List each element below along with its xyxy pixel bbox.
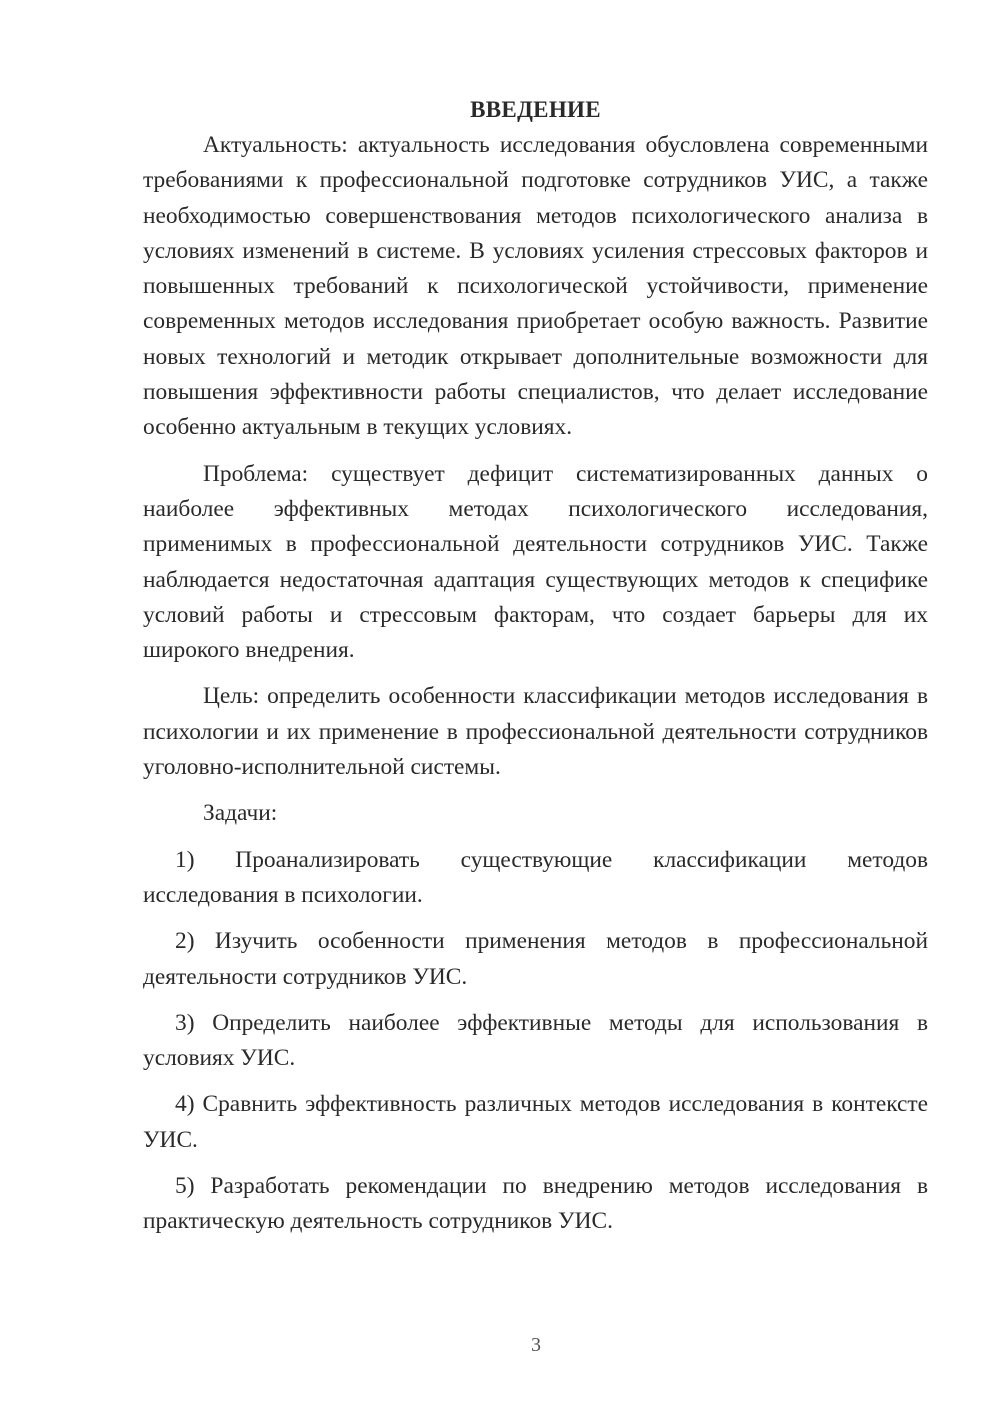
- task-item: 1) Проанализировать существующие классификации методов исследования в психологии.: [143, 846, 928, 908]
- task-item: 4) Сравнить эффективность различных методов исследования в контексте УИС.: [143, 1091, 928, 1153]
- task-item: 5) Разработать рекомендации по внедрению методов исследования в практическую деятельность сотрудников УИС.: [143, 1173, 928, 1235]
- paragraph-relevance: Актуальность: актуальность исследования обусловлена современными требованиями к профессиональной подготовке сотрудников УИС, а также необходимостью совершенствования методов психологического анализа в условиях изменений в системе. В условиях усиления стрессовых факторов и повышенных требований к психологической устойчивости, применение современных методов исследования приобретает особую важность. Развитие новых технологий и методик открывает дополнительные возможности для повышения эффективности работы специалистов, что делает исследование особенно актуальным в текущих условиях.: [143, 132, 928, 441]
- page-number: 3: [531, 1334, 541, 1356]
- task-item: 3) Определить наиболее эффективные методы для использования в условиях УИС.: [143, 1009, 928, 1072]
- paragraph-goal: Цель: определить особенности классификации методов исследования в психологии и их применение в профессиональной деятельности сотрудников уголовно-исполнительной системы.: [143, 683, 928, 781]
- task-item: 2) Изучить особенности применения методов в профессиональной деятельности сотрудников УИС.: [143, 928, 928, 990]
- page-title: ВВЕДЕНИЕ: [470, 97, 601, 122]
- paragraph-problem: Проблема: существует дефицит систематизированных данных о наиболее эффективных методах психологического исследования, применимых в профессиональной деятельности сотрудников УИС. Также наблюдается недостаточная адаптация существующих методов к специфике условий работы и стрессовым факторам, что создает барьеры для их широкого внедрения.: [143, 460, 928, 664]
- tasks-heading: Задачи:: [203, 800, 278, 827]
- document-page: [143, 92, 928, 1240]
